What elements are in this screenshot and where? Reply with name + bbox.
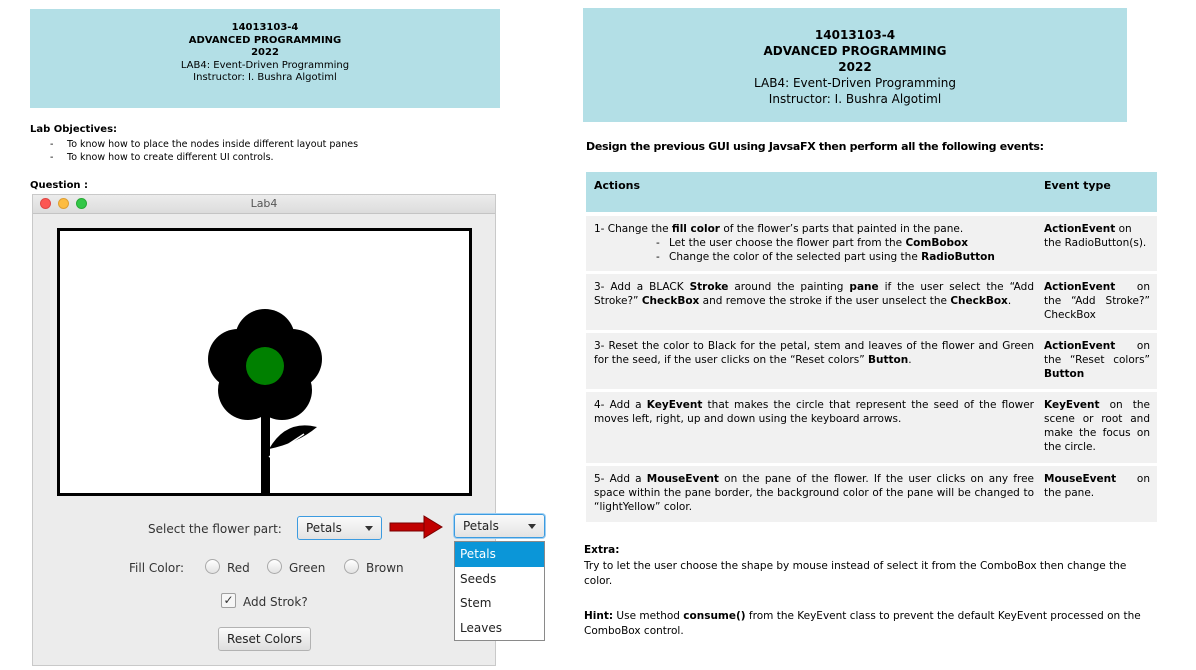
chevron-down-icon bbox=[528, 524, 536, 529]
chevron-down-icon bbox=[365, 526, 373, 531]
option-seeds[interactable]: Seeds bbox=[460, 571, 497, 586]
radio-red-label[interactable]: Red bbox=[227, 561, 250, 575]
event-type-cell bbox=[1044, 339, 1150, 381]
hint-text: from the KeyEvent class to prevent the default KeyEvent processed on the ComboBox control. bbox=[584, 610, 1141, 637]
text: 1- Change the bbox=[594, 223, 672, 235]
objective-item: - To know how to create different UI controls. bbox=[30, 151, 490, 164]
instruction-text: Design the previous GUI using JavsaFX then perform all the following events: bbox=[586, 140, 1044, 153]
table-header-row bbox=[586, 172, 1157, 212]
column-header-actions: Actions bbox=[594, 179, 640, 192]
text-bold: CheckBox bbox=[641, 295, 700, 307]
course-name: ADVANCED PROGRAMMING bbox=[763, 44, 947, 58]
extra-text: Try to let the user choose the shape by mouse instead of select it from the ComboBox then change the color. bbox=[584, 560, 1127, 587]
action-cell bbox=[594, 339, 1034, 367]
text: on the RadioButton(s). bbox=[1044, 223, 1147, 249]
text: of the flower’s parts that painted in the pane. bbox=[720, 223, 964, 235]
table-row bbox=[586, 466, 1157, 522]
right-header bbox=[583, 8, 1127, 122]
text-bold: Button bbox=[867, 354, 909, 366]
expanded-combobox[interactable] bbox=[454, 514, 545, 538]
flower-seed bbox=[246, 347, 284, 385]
lab-title: LAB4: Event-Driven Programming bbox=[180, 59, 350, 71]
text-bold: ActionEvent bbox=[1044, 340, 1116, 352]
text: 3- Add a BLACK bbox=[594, 281, 690, 293]
checkmark-icon: ✓ bbox=[223, 593, 234, 607]
extra-title: Extra: bbox=[584, 544, 620, 556]
text: around the painting bbox=[728, 281, 850, 293]
radio-green[interactable] bbox=[267, 559, 282, 574]
text: . bbox=[1007, 295, 1012, 307]
table-row bbox=[586, 216, 1157, 271]
text: . bbox=[908, 354, 912, 366]
table-row bbox=[586, 392, 1157, 463]
option-stem[interactable]: Stem bbox=[460, 596, 492, 610]
hint-text: Use method bbox=[613, 610, 684, 622]
course-name: ADVANCED PROGRAMMING bbox=[188, 34, 342, 46]
text: if the user select the “Add Stroke?” bbox=[594, 281, 1034, 307]
text: Let the user choose the flower part from the bbox=[669, 237, 906, 249]
text: on the pane. bbox=[1044, 473, 1150, 499]
text-bold: Stroke bbox=[689, 281, 729, 293]
add-stroke-checkbox[interactable] bbox=[221, 593, 236, 608]
table-row bbox=[586, 333, 1157, 389]
combobox-value: Petals bbox=[306, 521, 342, 535]
objective-item: - To know how to place the nodes inside different layout panes bbox=[30, 138, 490, 151]
arrow-right-icon bbox=[388, 514, 444, 540]
text: on the “Reset colors” bbox=[1044, 340, 1150, 366]
action-cell bbox=[594, 398, 1034, 426]
action-cell bbox=[594, 280, 1034, 308]
course-year: 2022 bbox=[838, 60, 872, 74]
text-bold: MouseEvent bbox=[1044, 473, 1117, 485]
text: and remove the stroke if the user unselect the bbox=[699, 295, 951, 307]
left-header bbox=[30, 9, 500, 108]
event-type-cell bbox=[1044, 222, 1150, 250]
text: 5- Add a bbox=[594, 473, 647, 485]
app-window bbox=[32, 194, 496, 666]
hint-method: consume() bbox=[683, 610, 746, 622]
text-bold: CheckBox bbox=[950, 295, 1008, 307]
event-type-cell bbox=[1044, 472, 1150, 500]
text: on the pane of the flower. If the user clicks on any free space within the pane border, the background color of the pane will be changed to “lightYellow” color. bbox=[594, 473, 1034, 513]
text: 3- Reset the color to Black for the petal, stem and leaves of the flower and Green for the seed, if the user clicks on the “Reset colors” bbox=[594, 340, 1034, 366]
action-cell bbox=[594, 222, 1034, 264]
text: 4- Add a bbox=[594, 399, 647, 411]
text-bold: KeyEvent bbox=[1044, 399, 1100, 411]
text-bold: KeyEvent bbox=[646, 399, 703, 411]
column-header-event-type: Event type bbox=[1044, 179, 1111, 192]
objectives-title: Lab Objectives: bbox=[30, 124, 118, 135]
instructor: Instructor: I. Bushra Algotiml bbox=[768, 92, 942, 106]
hint-paragraph bbox=[584, 609, 1144, 639]
text-bold: Button bbox=[1044, 368, 1085, 380]
text-bold: ComBobox bbox=[905, 237, 969, 249]
expanded-combobox-value: Petals bbox=[463, 519, 499, 533]
radio-brown-label[interactable]: Brown bbox=[366, 561, 404, 575]
text-bold: ActionEvent bbox=[1044, 281, 1116, 293]
reset-colors-button[interactable]: Reset Colors bbox=[218, 627, 311, 651]
event-type-cell bbox=[1044, 280, 1150, 322]
flower-leaf bbox=[269, 425, 317, 449]
flower-part-combobox[interactable] bbox=[297, 516, 382, 540]
hint-label: Hint: bbox=[584, 610, 614, 622]
instructor: Instructor: I. Bushra Algotiml bbox=[193, 72, 337, 83]
window-title: Lab4 bbox=[250, 197, 278, 210]
combobox-dropdown-list bbox=[454, 541, 545, 641]
course-code: 14013103-4 bbox=[814, 28, 896, 42]
flower-drawing bbox=[60, 231, 469, 493]
radio-green-label[interactable]: Green bbox=[289, 561, 326, 575]
action-cell bbox=[594, 472, 1034, 514]
event-type-cell bbox=[1044, 398, 1150, 454]
option-petals[interactable]: Petals bbox=[455, 542, 544, 567]
course-year: 2022 bbox=[251, 47, 279, 58]
radio-brown[interactable] bbox=[344, 559, 359, 574]
flower-pane[interactable] bbox=[57, 228, 472, 496]
table-row bbox=[586, 274, 1157, 330]
text: Change the color of the selected part using the bbox=[669, 251, 922, 263]
window-titlebar[interactable] bbox=[33, 195, 495, 214]
course-code: 14013103-4 bbox=[231, 22, 299, 33]
text-bold: fill color bbox=[671, 223, 720, 235]
text-bold: ActionEvent bbox=[1044, 223, 1116, 235]
text-bold: pane bbox=[849, 281, 879, 293]
fill-color-label: Fill Color: bbox=[129, 561, 185, 575]
radio-red[interactable] bbox=[205, 559, 220, 574]
option-leaves[interactable]: Leaves bbox=[460, 620, 502, 635]
text: that makes the circle that represent the seed of the flower moves left, right, up and down using the keyboard arrows. bbox=[594, 399, 1034, 425]
text: on the “Add Stroke?” CheckBox bbox=[1044, 281, 1150, 321]
objectives-list bbox=[30, 138, 490, 164]
question-label: Question : bbox=[30, 180, 89, 191]
add-stroke-label[interactable]: Add Strok? bbox=[243, 595, 308, 609]
select-part-label: Select the flower part: bbox=[148, 522, 282, 536]
text-bold: RadioButton bbox=[921, 251, 995, 263]
lab-title: LAB4: Event-Driven Programming bbox=[754, 76, 956, 90]
text-bold: MouseEvent bbox=[646, 473, 719, 485]
text: on the scene or root and make the focus on the circle. bbox=[1044, 399, 1150, 453]
